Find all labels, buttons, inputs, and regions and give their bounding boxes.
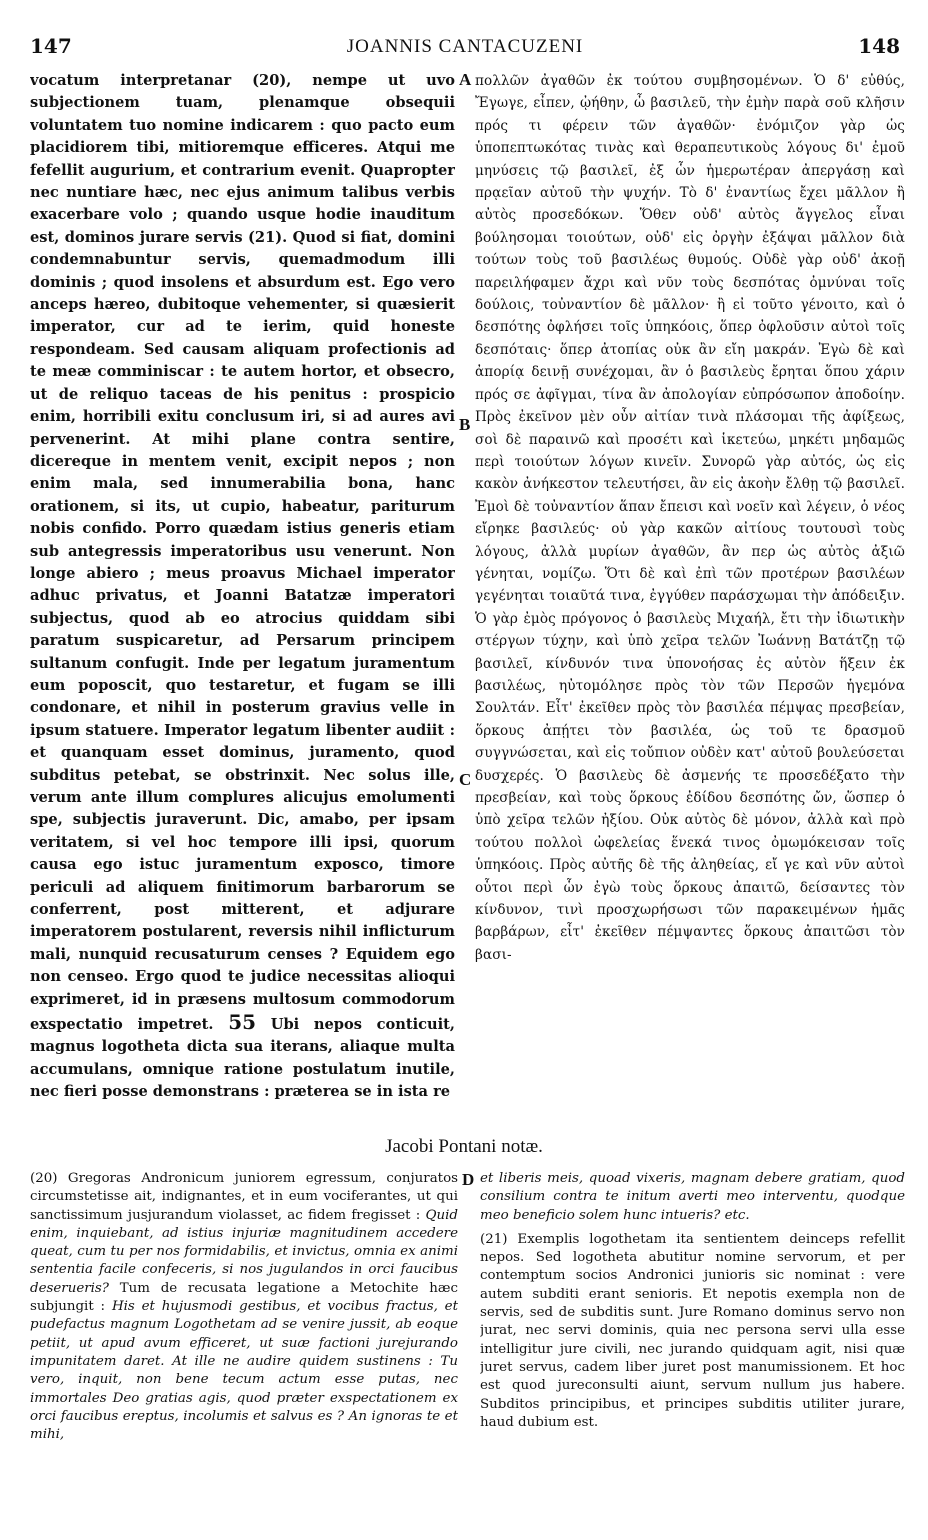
note-20-text-c: Tum de recusata legatione a Metochite hæc subjungit : xyxy=(30,1280,458,1315)
latin-text xyxy=(30,70,455,1104)
running-title: JOANNIS CANTACUZENI xyxy=(346,36,584,57)
section-number: 55 xyxy=(228,1010,257,1035)
greek-column xyxy=(475,70,905,1130)
margin-marker-c: C xyxy=(459,770,472,789)
margin-marker-d: D xyxy=(462,1170,475,1189)
latin-text-part2: Ubi nepos conticuit, magnus logotheta dicta sua iterans, aliaque multa accumulans, omnique ratione postulatum inutile, nec fieri posse demonstrans : præterea se in ista re xyxy=(30,1016,455,1101)
running-header xyxy=(30,34,900,62)
page-number-left: 147 xyxy=(30,34,72,58)
margin-marker-b: B xyxy=(459,415,471,434)
notes-title: Jacobi Pontani notæ. xyxy=(385,1136,543,1157)
notes-right-column xyxy=(480,1170,905,1510)
latin-column xyxy=(30,70,455,1130)
note-21: (21) Exemplis logothetam ita sentientem deinceps refellit nepos. Sed logotheta abutitur nomine servorum, et per contemptum socios Andronici junioris sic nominat : vere autem subditi erant senioris. Et nepotis exempla non de servis, sed de subditis sunt. Jure Romano dominus servo non jurat, nec servi dominis, quia nec persona servi ulla esse intelligitur jure civili, nec jurando quidquam agit, nisi quæ juret servus, cadem liber juret post manumissionem. Et hoc est quod jureconsulti aiunt, servum nullum jus habere. Subditos principibus, et principes subditis utiliter jurare, haud dubium est. xyxy=(480,1231,905,1430)
page-number-right: 148 xyxy=(858,34,900,58)
note-20-text-a: (20) Gregoras Andronicum juniorem egressum, conjuratos circumstetisse ait, indignantes, et in eum vociferantes, ut qui sanctissimum jusjurandum violasset, ac fidem fregisset : xyxy=(30,1171,458,1223)
note-20-quote-b: Quid enim, inquiebant, ad istius injuriæ magnitudinem accedere queat, cum tu per nos formidabilis, et invictus, omnia ex animi sententia facile confeceris, si nos jugulandos in orci faucibus deserueris? xyxy=(30,1207,458,1296)
note-20 xyxy=(30,1170,458,1444)
note-20-continued: et liberis meis, quoad vixeris, magnam debere gratiam, quod consilium contra te initum averti meo interventu, quodque meo beneficio solem hunc intueris? etc. xyxy=(480,1171,905,1223)
latin-text-part1: vocatum interpretanar (20), nempe ut uvo subjectionem tuam, plenamque obsequii voluntatem tuo nomine indicarem : quo pacto eum placidiorem tibi, mitioremque efficeres. Atqui me fefellit augurium, et contrarium evenit. Quapropter nec nuntiare hæc, nec ejus animum talibus verbis exacerbare volo ; quando usque hodie inauditum est, dominos jurare servis (21). Quod si fiat, domini condemnabuntur servis, quemadmodum illi dominis ; quod insolens et absurdum est. Ego vero anceps hæreo, dubitoque vehementer, si quæsierit imperator, cur ad te ierim, quid honeste respondeam. Sed causam aliquam profectionis ad te meæ comminiscar : te autem hortor, et obsecro, ut de reliquo taceas de his penitus : prospicio enim, horribili exitu conclusum iri, si ad aures avi pervenerint. At mihi plane contra sentire, dicereque in mentem venit, excipit nepos ; non enim mala, sed innumerabilia bona, hanc orationem, si its, ut cupio, habeatur, pariturum nobis confido. Porro quædam istius generis etiam sub antegressis imperatoribus usu venerunt. Non longe abiero ; meus proavus Michael imperator adhuc privatus, et Joanni Batatzæ imperatori subjectus, quod ab eo atrocius quiddam sibi paratum suspicaretur, ad Persarum principem sultanum confugit. Inde per legatum juramentum eum poposcit, quo testaretur, et fugam se illi condonare, et nihil in posterum gravius velle in ipsum statuere. Imperator legatum libenter audiit : et quanquam esset dominus, juramento, quod subditus petebat, se obstrinxit. Nec solus ille, verum ante illum complures alicujus emolumenti spe, subjectis juraverunt. Dic, amabo, per ipsam veritatem, si vel hoc tempore illi ipsi, quorum causa ego istuc juramentum exposco, timore periculi ad aliquem finitimorum barbarorum se conferrent, post mitterent, et adjurare imperatorem postularent, reversis nihil inflicturum mali, nunquid recusaturum censes ? Equidem ego non censeo. Ergo quod te judice necessitas alioqui exprimeret, id in præsens multosum commodorum exspectatio impetret. xyxy=(30,72,455,1034)
note-20-quote-d: His et hujusmodi gestibus, et vocibus fractus, et pudefactus magnum Logothetam ad se venire jussit, ab eoque petiit, ut apud avum efficeret, ut suæ factioni jurejurando impunitatem daret. At ille ne audire quidem sustinens : Tu vero, inquit, non bene tecum actum esse putas, nec immortales Deo gratias agis, quod præter exspectationem ex orci faucibus ereptus, incolumis et salvus es ? An ignoras te et mihi, xyxy=(30,1299,458,1443)
margin-marker-a: A xyxy=(459,70,472,89)
greek-text: πολλῶν ἀγαθῶν ἐκ τούτου συμβησομένων. Ὁ δ' εὐθύς, Ἔγωγε, εἶπεν, ᾠήθην, ὦ βασιλεῦ, τὴν ἐμὴν παρὰ σοῦ κλῆσιν πρός τι φέρειν τῶν ἀγαθῶν· ἐνόμιζον γὰρ ὡς ὑποπεπτωκότας τινὰς καὶ θεραπευτικοὺς λόγους δι' ἐμοῦ μηνύσεις τῷ βασιλεῖ, ἐξ ὧν ἡμερωτέραν ἀπεργάσῃ καὶ πρᾳεῖαν αὐτοῦ τὴν ψυχήν. Τὸ δ' ἐναντίως ἔχει μᾶλλον ἢ αὐτὸς προσεδόκων. Ὅθεν οὐδ' αὐτὸς ἄγγελος εἶναι βούλησομαι τοιούτων, οὐδ' εἰς ὀργὴν ἐξάψαι μᾶλλον διὰ τούτων τοὺς τοῦ βασιλέως θυμούς. Οὐδὲ γὰρ οὐδ' ἀκοῇ παρειλήφαμεν ἄχρι καὶ νῦν τοὺς δεσπότας ὀμνύναι τοῖς δούλοις, τοὐναντίον δὲ μᾶλλον· ἢ εἰ τοῦτο γένοιτο, καὶ ὁ δεσπότης ὀφλήσει τοῖς ὑπηκόοις, ὅπερ ὀφλοῦσιν αὐτοὶ τοῖς δεσπόταις· ὅπερ ἀτοπίας οὐκ ἂν εἴη μακράν. Ἐγὼ δὲ καὶ ἀπορίᾳ δεινῇ συνέχομαι, ἂν ὁ βασιλεὺς ἔρηται ὅπου χάριν πρός σε ἀφῖγμαι, τίνα ἂν ἀπολογίαν εὐπρόσωπον ἀποδοίην. Πρὸς ἐκεῖνον μὲν οὖν αἰτίαν τινὰ πλάσομαι τῆς ἀφίξεως, σοὶ δὲ παραινῶ καὶ προσέτι καὶ ἱκετεύω, μηκέτι μηδαμῶς περὶ τοιούτων λόγων κινεῖν. Συνορῶ γὰρ αὐτός, ὡς εἰς κακὸν ἀνήκεστον τελευτήσει, ἂν εἰς ἀκοὴν ἔλθῃ τῷ βασιλεῖ. Ἐμοὶ δὲ τοὐναντίον ἅπαν ἔπεισι καὶ νοεῖν καὶ λέγειν, ὁ νέος εἴρηκε βασιλεύς· οὐ γὰρ κακῶν αἰτίους τουτουσὶ τοὺς λόγους, ἀλλὰ μυρίων ἀγαθῶν, ἂν περ ὡς αὐτὸς ἀξιῶ γένηται, νομίζω. Ὅτι δὲ καὶ ἐπὶ τῶν προτέρων βασιλέων γεγένηται τοιαῦτά τινα, ἐγγύθεν παράσχωμαι τὴν ἀπόδειξιν. Ὁ γὰρ ἐμὸς πρόγονος ὁ βασιλεὺς Μιχαήλ, ἔτι τὴν ἰδιωτικὴν στέργων τύχην, καὶ ὑπὸ χεῖρα τελῶν Ἰωάννῃ Βατάτζῃ τῷ βασιλεῖ, κίνδυνόν τινα ὑπονοήσας ἐς αὐτὸν ἥξειν ἐκ βασιλέως, ηὐτομόλησε πρὸς τὸν τῶν Περσῶν ἡγεμόνα Σουλτάν. Εἶτ' ἐκεῖθεν πρὸς τὸν βασιλέα πέμψας πρεσβείαν, ὅρκους ἀπῄτει τὸν βασιλέα, ὡς τοῦ τε δρασμοῦ συγγνώσεται, καὶ εἰς τοὔπιον οὐδὲν κατ' αὐτοῦ βουλεύσεται δυσχερές. Ὁ βασιλεὺς δὲ ἀσμενής τε προσεδέξατο τὴν πρεσβείαν, καὶ τοὺς ὅρκους ἐδίδου δεσπότης ὤν, ὥσπερ ὁ ὑπὸ χεῖρα τελῶν ἠξίου. Οὐκ αὐτὸς δὲ μόνον, ἀλλὰ καὶ πρὸ τούτου πολλοὶ ὠφελείας ἕνεκά τινος ὀμωμόκεισαν τοῖς ὑπηκόοις. Πρὸς αὐτῆς δὲ τῆς ἀληθείας, εἴ γε καὶ νῦν αὐτοὶ οὗτοι περὶ ὧν ἐγὼ τοὺς ὅρκους ἀπαιτῶ, δείσαντες τὸν κίνδυνον, τινὶ προσχωρήσωσι τῶν παρακειμένων ἡμᾶς βαρβάρων, εἶτ' ἐκεῖθεν πέμψαντες ὅρκους ἀπαιτῶσι τὸν βασι- xyxy=(475,73,905,963)
notes-left-column xyxy=(30,1170,458,1510)
